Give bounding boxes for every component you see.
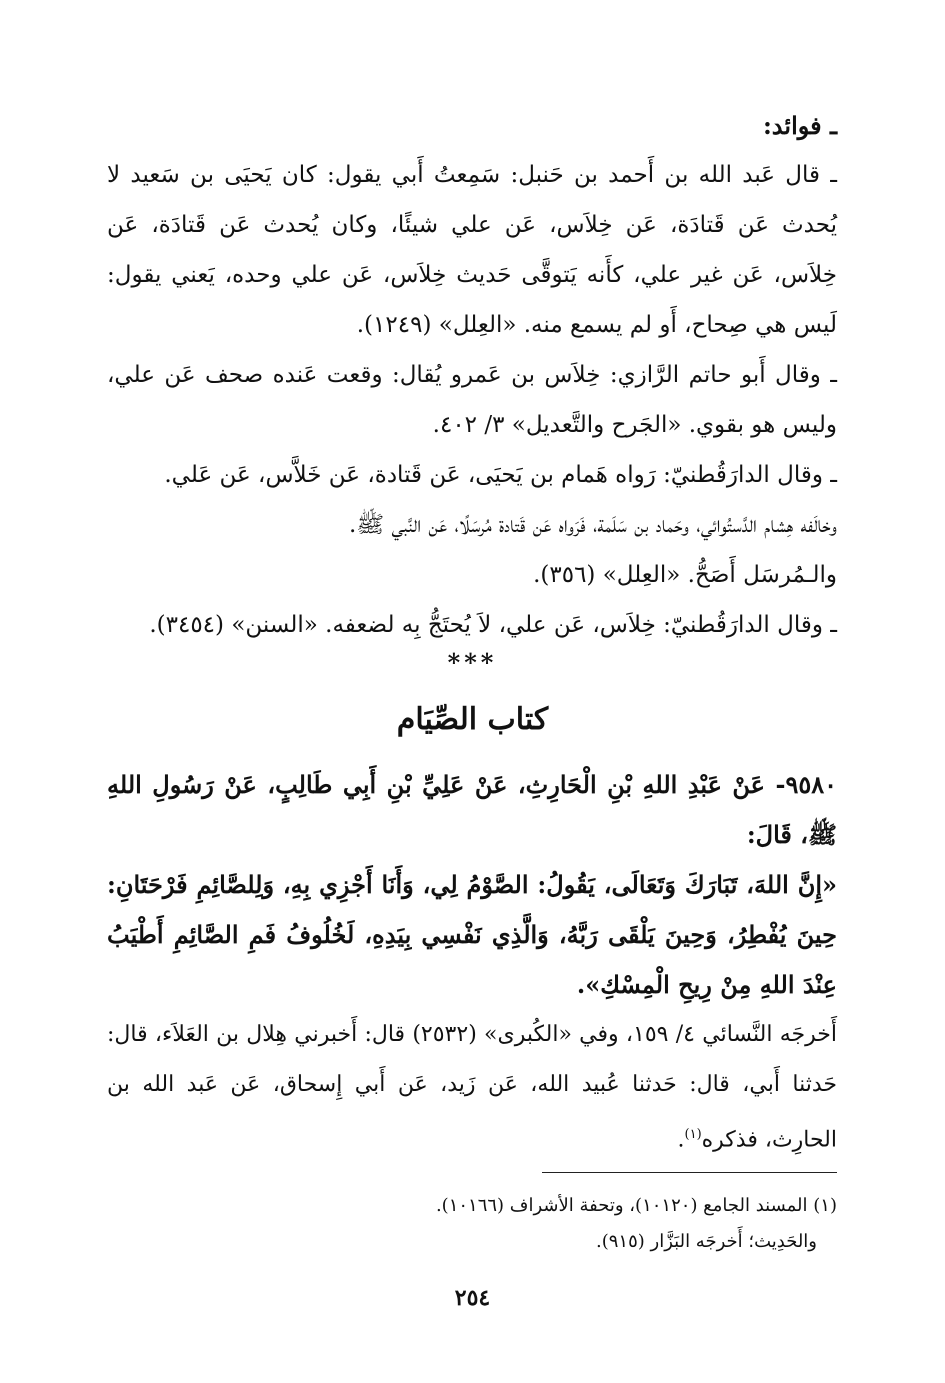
benefit-paragraph-3: ـ وقال الدارَقُطنيّ: رَواه هَمام بن يَحيَى، عَن قَتادة، عَن خَلاَّس، عَن عَلي. — [164, 462, 837, 488]
benefit-paragraph-5: والـمُرسَل أَصَحُّ. «العِلل» (٣٥٦). — [533, 562, 837, 588]
footnote-reference[interactable]: (١) — [684, 1127, 702, 1142]
page-number: ٢٥٤ — [454, 1285, 491, 1311]
footnote-1-continuation: والحَدِيث؛ أَخرجَه البَزَّار (٩١٥). — [596, 1231, 817, 1252]
takhrij-end: . — [677, 1127, 685, 1153]
footnote-divider — [542, 1172, 837, 1173]
footnotes — [107, 1188, 837, 1260]
benefit-paragraph-4: وخالَفه هِشام الدَّستُوائي، وحَماد بن سَلَمة، فَرَواه عَن قَتادة مُرسَلًا، عَن النَّبي ﷺ. — [349, 512, 837, 538]
hadith-intro: ٩٥٨٠- عَنْ عَبْدِ اللهِ بْنِ الْحَارِثِ، عَنْ عَلِيِّ بْنِ أَبِي طَالِبٍ، عَنْ رَسُولِ اللهِ ﷺ، قَالَ: — [107, 770, 838, 849]
benefits-section — [107, 150, 837, 650]
benefit-paragraph-6: ـ وقال الدارَقُطنيّ: خِلاَس، عَن علي، لاَ يُحتَجُّ بِه لضعفه. «السنن» (٣٤٥٤). — [149, 612, 837, 638]
hadith-takhrij — [107, 1010, 837, 1165]
benefits-heading: ـ فوائد: — [762, 111, 837, 140]
benefit-paragraph-2: ـ وقال أَبو حاتم الرَّازي: خِلاَس بن عَمرو يُقال: وقعت عَنده صحف عَن علي، وليس هو بقوي. «الجَرح والتَّعديل» ٣/ ٤٠٢. — [107, 362, 837, 438]
book-title: كتاب الصِّيَام — [396, 702, 549, 737]
benefit-paragraph-1: ـ قال عَبد الله بن أَحمد بن حَنبل: سَمِعتُ أَبي يقول: كان يَحيَى بن سَعيد لا يُحدث عَن قَتادَة، عَن خِلاَس، عَن علي شيئًا، وكان يُحدث عَن قَتادَة، عَن خِلاَس، عَن غير علي، كأَنه يَتوقَّى حَديث خِلاَس، عَن علي وحده، يَعني يقول: لَيس هي صِحاح، أَو لم يسمع منه. «العِلل» (١٢٤٩). — [107, 162, 837, 338]
hadith-text: «إِنَّ اللهَ، تَبَارَكَ وَتَعَالَى، يَقُولُ: الصَّوْمُ لِي، وَأَنَا أَجْزِي بِهِ، وَلِلصَّائِمِ فَرْحَتَانِ: حِينَ يُفْطِرُ، وَحِينَ يَلْقَى رَبَّهُ، وَالَّذِي نَفْسِي بِيَدِهِ، لَخُلُوفُ فَمِ الصَّائِمِ أَطْيَبُ عِنْدَ اللهِ مِنْ رِيحِ الْمِسْكِ». — [107, 870, 837, 999]
footnote-1: (١) المسند الجامع (١٠١٢٠)، وتحفة الأشراف (١٠١٦٦). — [435, 1195, 837, 1216]
hadith-section — [107, 760, 837, 1165]
section-separator: *** — [447, 648, 498, 677]
takhrij-text: أَخرجَه النَّسائي ٤/ ١٥٩، وفي «الكُبرى» (٢٥٣٢) قال: أَخبرني هِلال بن العَلاَء، قال: حَدثنا أَبي، قال: حَدثنا عُبيد الله، عَن زَيد، عَن أَبي إِسحاق، عَن عَبد الله بن الحارِث، فذكره — [107, 1022, 837, 1153]
